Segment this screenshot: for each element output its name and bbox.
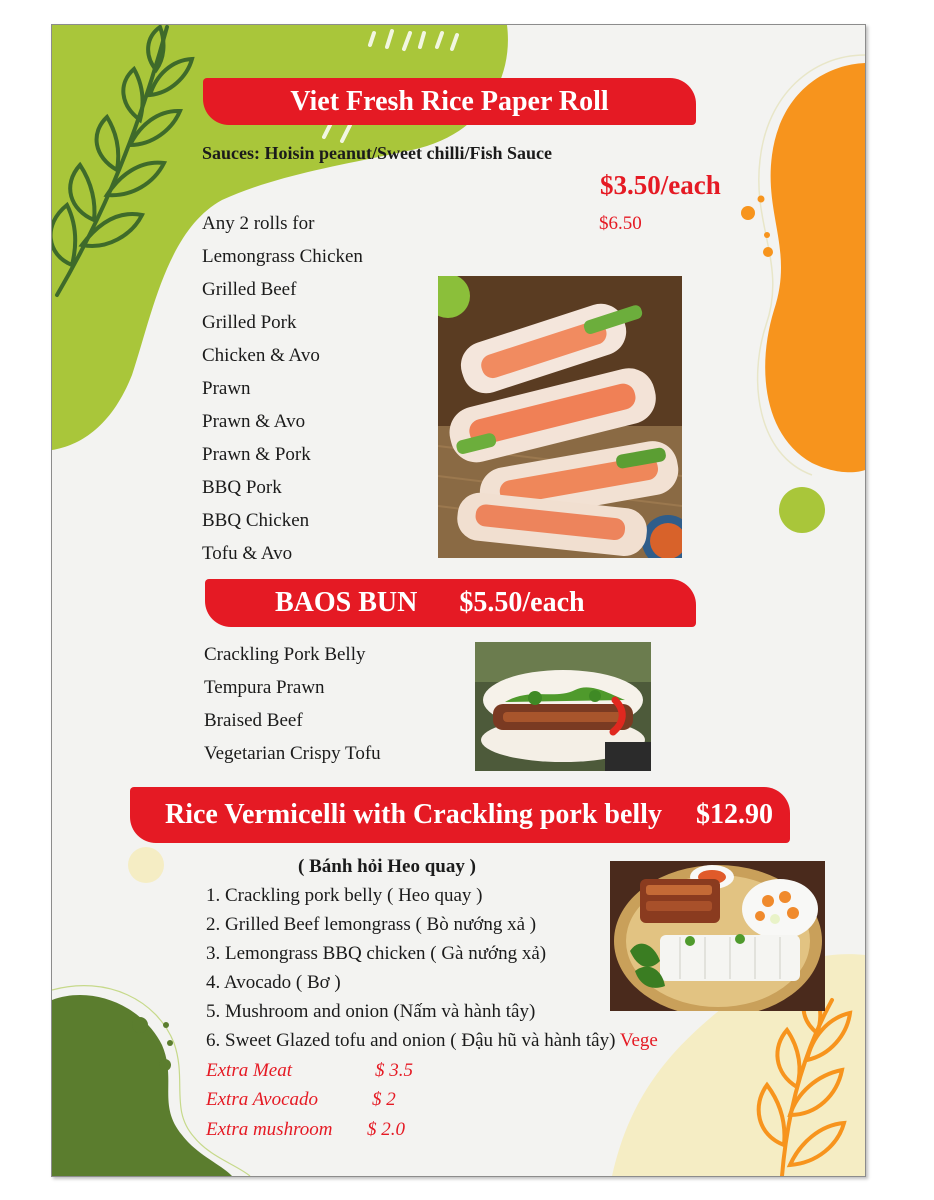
menu-page — [51, 24, 866, 1177]
list-item: Grilled Pork — [202, 312, 297, 333]
any-two-rolls-price: $6.50 — [599, 213, 642, 234]
rice-paper-roll-title: Viet Fresh Rice Paper Roll — [290, 85, 609, 117]
list-item: 4. Avocado ( Bơ ) — [206, 972, 341, 993]
bao-bun-photo — [475, 642, 651, 771]
extra-meat-price: $ 3.5 — [375, 1060, 413, 1081]
extra-meat-label: Extra Meat — [206, 1060, 293, 1081]
list-item: Tofu & Avo — [202, 543, 293, 564]
list-item: BBQ Chicken — [202, 510, 310, 531]
list-item: Vegetarian Crispy Tofu — [204, 743, 381, 764]
list-item: Prawn — [202, 378, 251, 399]
vermicelli-title: Rice Vermicelli with Crackling pork belly — [165, 799, 662, 830]
baos-bun-price: $5.50/each — [459, 587, 585, 618]
orange-blob — [765, 63, 865, 472]
baos-bun-banner — [205, 579, 696, 627]
list-item: 3. Lemongrass BBQ chicken ( Gà nướng xả) — [206, 943, 547, 964]
sauces-text: Sauces: Hoisin peanut/Sweet chilli/Fish Sauce — [202, 143, 553, 163]
extra-mushroom-label: Extra mushroom — [206, 1119, 333, 1140]
list-item: Chicken & Avo — [202, 345, 320, 366]
list-item: 5. Mushroom and onion (Nấm và hành tây) — [206, 1001, 536, 1022]
extra-avocado-label: Extra Avocado — [206, 1089, 319, 1110]
list-item: 1. Crackling pork belly ( Heo quay ) — [206, 885, 483, 906]
any-two-rolls-label: Any 2 rolls for — [202, 213, 315, 234]
vermicelli-platter-photo — [610, 861, 825, 1011]
vermicelli-price: $12.90 — [695, 799, 773, 830]
vermicelli-banner — [130, 787, 790, 843]
vege-tag: Vege — [619, 1030, 658, 1051]
list-item: BBQ Pork — [202, 477, 282, 498]
list-item: Prawn & Avo — [202, 411, 306, 432]
extra-avocado-price: $ 2 — [372, 1089, 396, 1110]
spring-rolls-photo — [438, 276, 682, 558]
baos-bun-title: BAOS BUN — [275, 587, 418, 618]
extra-mushroom-price: $ 2.0 — [367, 1119, 405, 1140]
list-item: Lemongrass Chicken — [202, 246, 363, 267]
list-item: Crackling Pork Belly — [204, 644, 366, 665]
list-item: Prawn & Pork — [202, 444, 311, 465]
rice-paper-roll-banner — [203, 78, 696, 125]
list-item: Grilled Beef — [202, 279, 297, 300]
list-item — [206, 1031, 658, 1050]
roll-price-each: $3.50/each — [600, 170, 721, 200]
list-item: Braised Beef — [204, 710, 303, 731]
list-item-text: 6. Sweet Glazed tofu and onion ( Đậu hũ và hành tây) — [206, 1030, 616, 1051]
list-item: 2. Grilled Beef lemongrass ( Bò nướng xả ) — [206, 914, 537, 935]
list-item: Tempura Prawn — [204, 677, 325, 698]
vermicelli-subtitle: ( Bánh hỏi Heo quay ) — [298, 856, 476, 877]
